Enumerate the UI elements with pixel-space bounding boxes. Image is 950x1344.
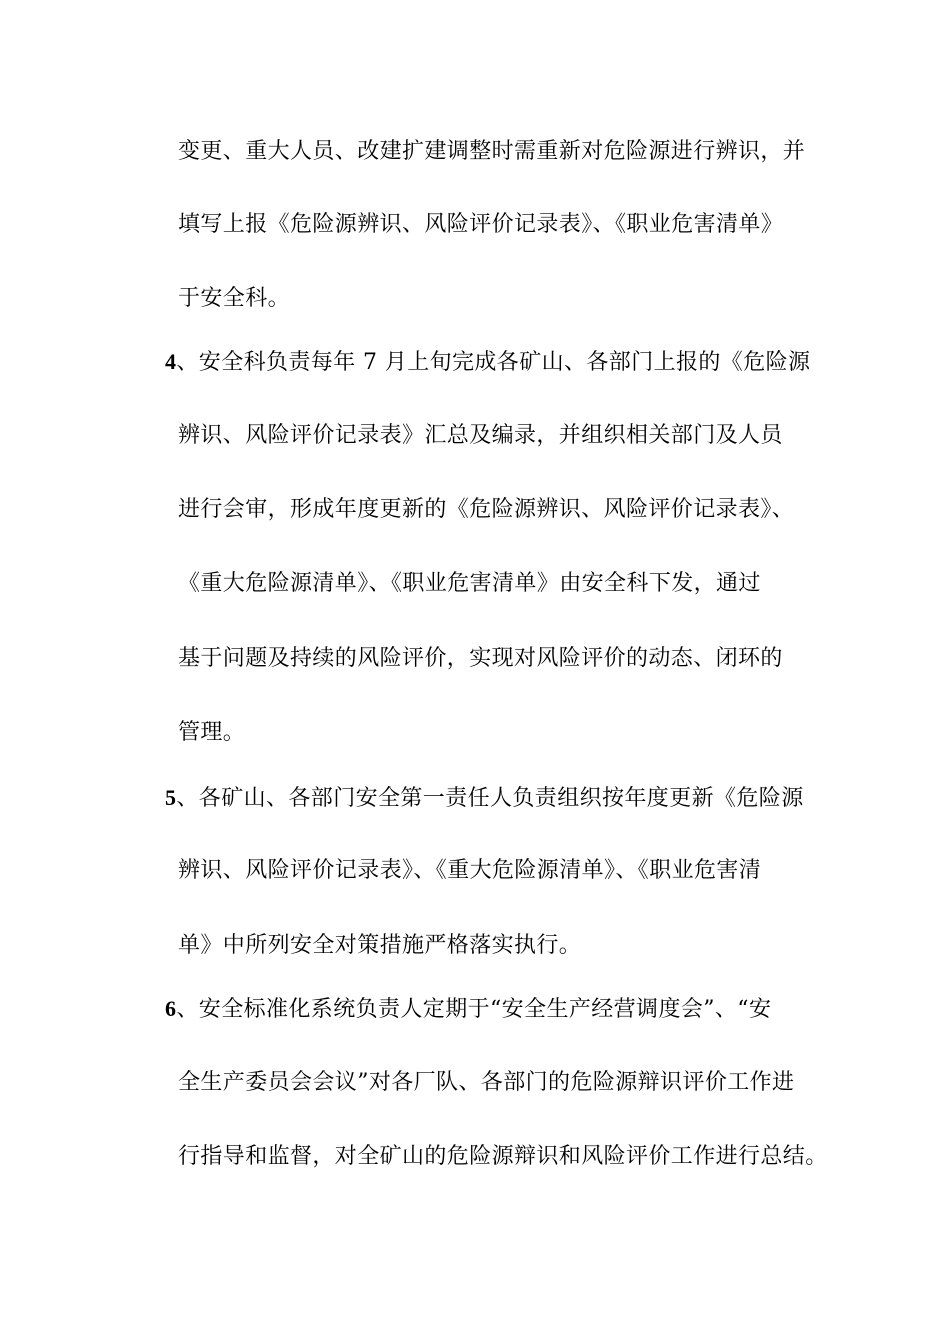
paragraph-4-line-3: 进行会审，形成年度更新的《危险源辨识、风险评价记录表》、 (178, 497, 795, 522)
paragraph-4-line-6: 管理。 (178, 720, 246, 745)
item-number-4: 4 (165, 349, 177, 374)
paragraph-4-line-1: 、安全科负责每年 7 月上旬完成各矿山、各部门上报的《危险源 (176, 350, 811, 375)
paragraph-6-line-2: 全生产委员会会议”对各厂队、各部门的危险源辩识评价工作进 (178, 1070, 795, 1095)
paragraph-6-line-3: 行指导和监督，对全矿山的危险源辩识和风险评价工作进行总结。 (178, 1144, 828, 1169)
paragraph-4-first-line (165, 348, 810, 377)
paragraph-4-line-5: 基于问题及持续的风险评价，实现对风险评价的动态、闭环的 (178, 646, 783, 671)
paragraph-4-line-4: 《重大危险源清单》、《职业危害清单》由安全科下发，通过 (178, 571, 761, 596)
paragraph-4-line-2: 辨识、风险评价记录表》汇总及编录，并组织相关部门及人员 (178, 423, 783, 448)
paragraph-3-line-3: 于安全科。 (178, 286, 291, 311)
paragraph-3-line-1: 变更、重大人员、改建扩建调整时需重新对危险源进行辨识，并 (178, 139, 806, 164)
paragraph-5-line-2: 辨识、风险评价记录表》、《重大危险源清单》、《职业危害清 (178, 858, 762, 883)
paragraph-6-line-1: 、安全标准化系统负责人定期于“安全生产经营调度会”、“安 (176, 997, 772, 1022)
paragraph-5-line-1: 、各矿山、各部门安全第一责任人负责组织按年度更新《危险源 (176, 786, 804, 811)
paragraph-5-line-3: 单》中所列安全对策措施严格落实执行。 (178, 933, 582, 958)
paragraph-5-first-line (165, 784, 804, 813)
item-number-6: 6 (165, 996, 177, 1021)
paragraph-3-line-2: 填写上报《危险源辨识、风险评价记录表》、《职业危害清单》 (178, 212, 784, 237)
paragraph-6-first-line (165, 995, 771, 1024)
item-number-5: 5 (165, 785, 177, 810)
